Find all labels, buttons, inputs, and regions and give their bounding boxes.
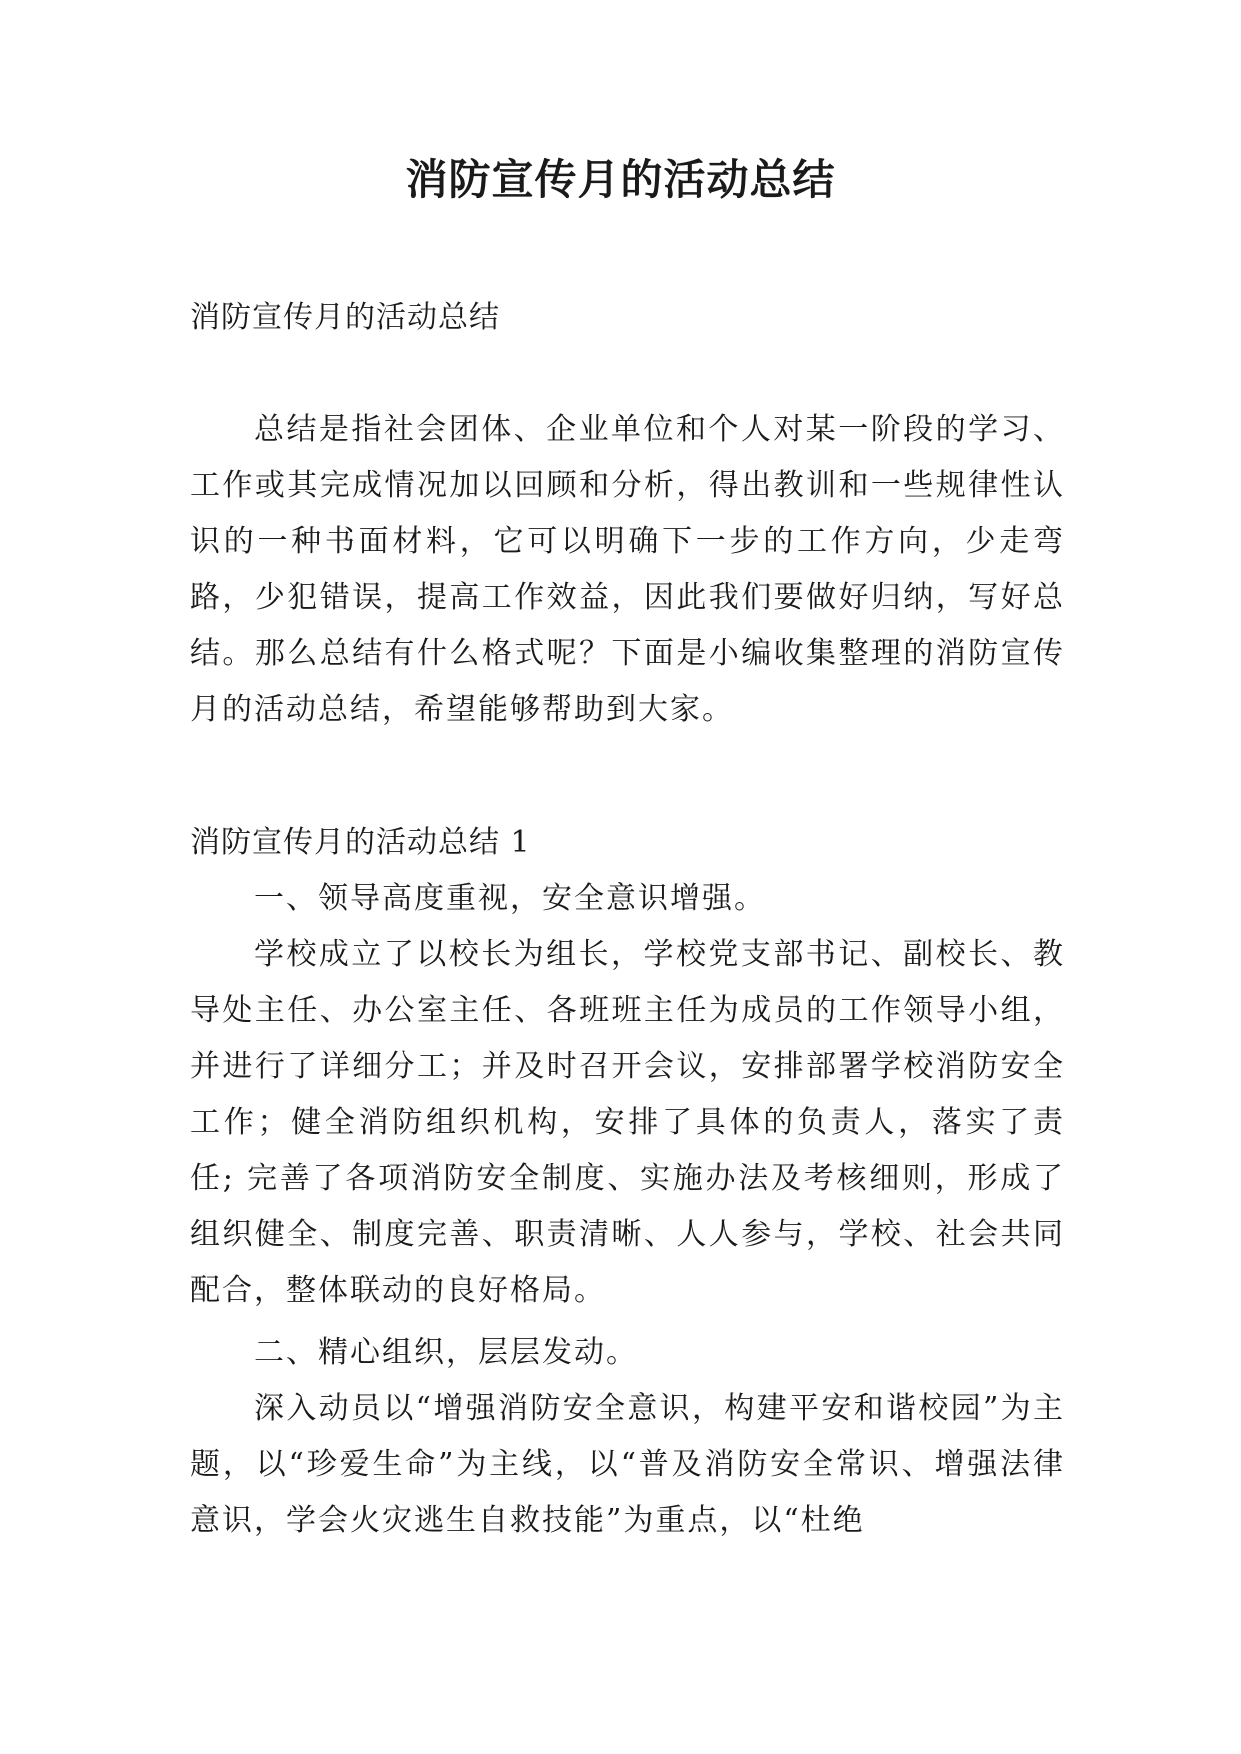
document-title: 消防宣传月的活动总结: [405, 155, 836, 204]
document-subtitle: 消防宣传月的活动总结: [190, 300, 500, 335]
body-paragraph-2: 深入动员以“增强消防安全意识，构建平安和谐校园”为主题，以“珍爱生命”为主线，以“普及消防安全常识、增强法律意识，学会火灾逃生自救技能”为重点，以“杜绝: [190, 1391, 1065, 1538]
body-paragraph-1: 学校成立了以校长为组长，学校党支部书记、副校长、教导处主任、办公室主任、各班班主任为成员的工作领导小组，并进行了详细分工；并及时召开会议，安排部署学校消防安全工作；健全消防组织机构，安排了具体的负责人，落实了责任; 完善了各项消防安全制度、实施办法及考核细则，形成了组织健全、制度完善、职责清晰、人人参与，学校、社会共同配合，整体联动的良好格局。: [190, 937, 1065, 1308]
point-heading-1: 一、领导高度重视，安全意识增强。: [254, 881, 766, 916]
section-heading: 消防宣传月的活动总结 1: [190, 825, 531, 860]
point-heading-2: 二、精心组织，层层发动。: [254, 1335, 638, 1370]
intro-paragraph: 总结是指社会团体、企业单位和个人对某一阶段的学习、工作或其完成情况加以回顾和分析，得出教训和一些规律性认识的一种书面材料，它可以明确下一步的工作方向，少走弯路，少犯错误，提高工作效益，因此我们要做好归纳，写好总结。那么总结有什么格式呢？下面是小编收集整理的消防宣传月的活动总结，希望能够帮助到大家。: [190, 412, 1065, 727]
